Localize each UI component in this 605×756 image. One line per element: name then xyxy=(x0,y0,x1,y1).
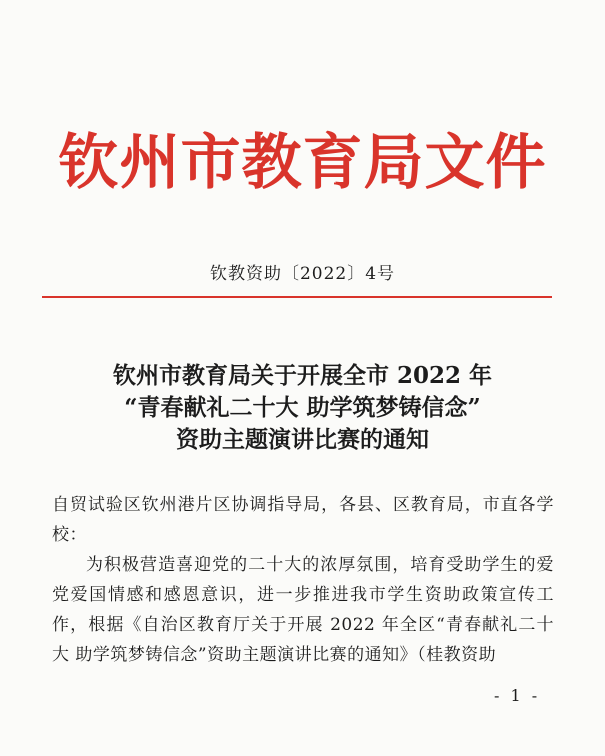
title-line-1: 钦州市教育局关于开展全市 2022 年 xyxy=(112,362,493,389)
page-number: - 1 - xyxy=(494,686,541,705)
title-line-3: 资助主题演讲比赛的通知 xyxy=(176,426,429,453)
document-title xyxy=(0,360,605,456)
body-paragraph: 为积极营造喜迎党的二十大的浓厚氛围，培育受助学生的爱党爱国情感和感恩意识，进一步推进我市学生资助政策宣传工作，根据《自治区教育厅关于开展 2022 年全区“青春献礼二十大 助学筑梦铸信念”资助主题演讲比赛的通知》（桂教资助 xyxy=(52,555,554,665)
document-masthead: 钦州市教育局文件 xyxy=(58,128,547,198)
document-number: 钦教资助〔2022〕4号 xyxy=(209,264,396,284)
red-divider-line xyxy=(42,296,552,298)
document-body xyxy=(52,490,554,670)
title-line-2: “青春献礼二十大 助学筑梦铸信念” xyxy=(124,394,481,421)
addressee-paragraph: 自贸试验区钦州港片区协调指导局，各县、区教育局，市直各学校： xyxy=(52,495,554,545)
